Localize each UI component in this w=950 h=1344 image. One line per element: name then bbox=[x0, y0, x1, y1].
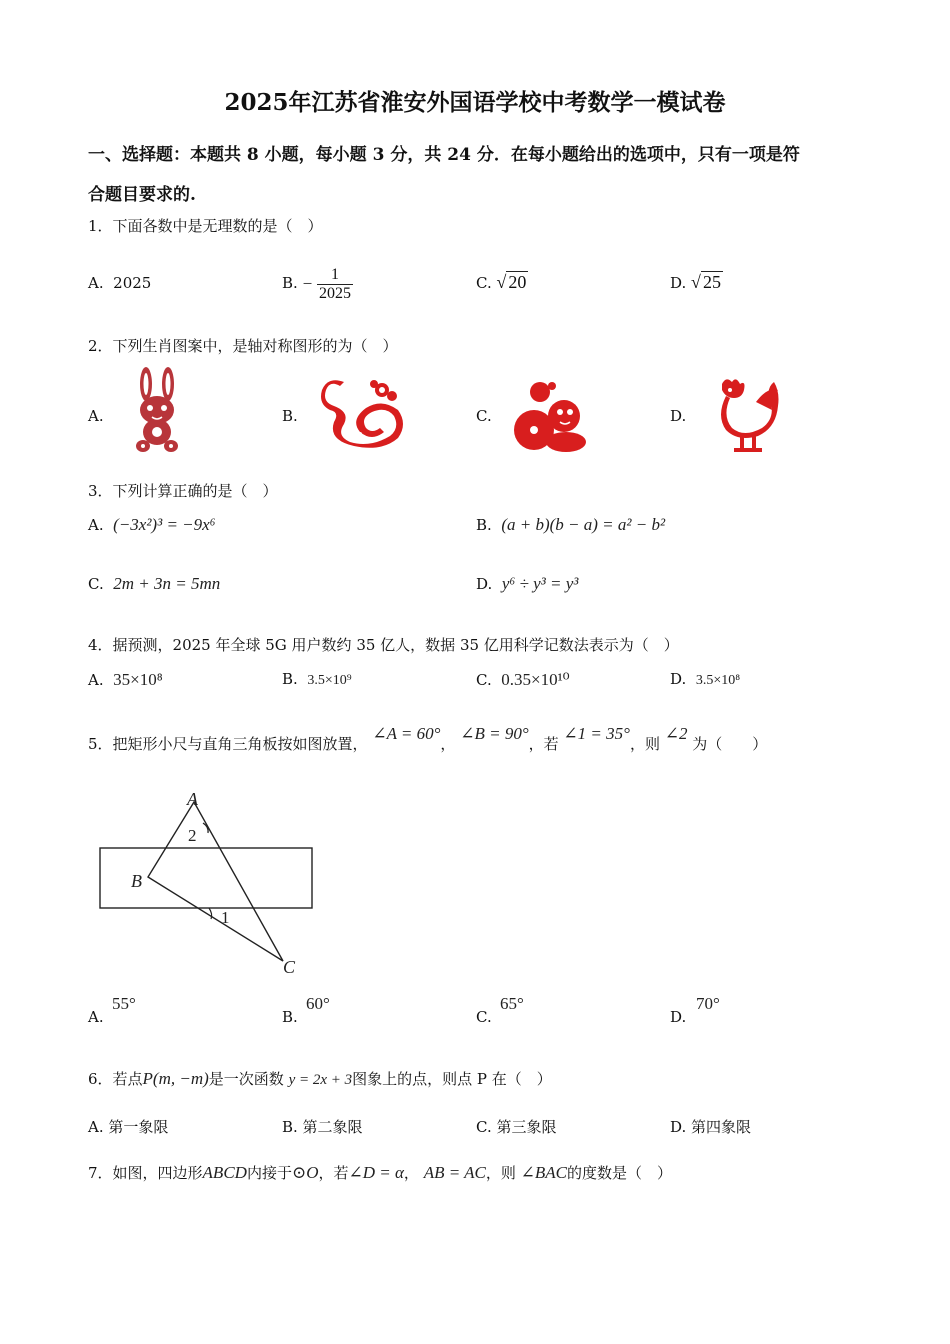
q6-option-c[interactable]: C. 第三象限 bbox=[476, 1118, 557, 1136]
fig-label-angle-1: 1 bbox=[221, 908, 230, 927]
q1-a-label: A. bbox=[88, 274, 104, 292]
q1-d-sqrt: √ 25 bbox=[691, 272, 721, 292]
q1-b-numerator: 1 bbox=[317, 266, 353, 285]
q3-option-b[interactable] bbox=[476, 515, 665, 535]
page-title: 2025年江苏省淮安外国语学校中考数学一模试卷 bbox=[224, 89, 726, 116]
q2-stem: 2．下列生肖图案中，是轴对称图形的为（ ） bbox=[88, 337, 398, 355]
q5-angle-b: ∠B = 90° bbox=[460, 724, 529, 743]
q4-stem: 4．据预测，2025 年全球 5G 用户数约 35 亿人，数据 35 亿用科学记数法表示为（ ） bbox=[88, 636, 679, 654]
q2-b-label: B. bbox=[282, 407, 298, 425]
q4-b-expression: 3.5×10⁹ bbox=[307, 673, 352, 688]
q3-option-a[interactable] bbox=[88, 515, 216, 535]
q3-option-c[interactable] bbox=[88, 574, 220, 594]
q3-a-expression: (−3x²)³ = −9x⁶ bbox=[113, 515, 216, 534]
q1-b-label: B. bbox=[282, 274, 298, 292]
fig-label-c: C bbox=[283, 957, 296, 977]
q4-b-label: B. bbox=[282, 670, 298, 688]
q3-c-expression: 2m + 3n = 5mn bbox=[113, 574, 221, 593]
triangle-abc bbox=[148, 802, 283, 961]
q1-b-fraction bbox=[317, 266, 353, 303]
q3-b-expression: (a + b)(b − a) = a² − b² bbox=[501, 515, 666, 534]
q3-d-expression: y⁶ ÷ y³ = y³ bbox=[501, 574, 579, 593]
q5-angle-2: ∠2 bbox=[664, 724, 688, 743]
q1-option-b[interactable] bbox=[282, 256, 353, 303]
q4-c-expression: 0.35×10¹⁰ bbox=[501, 670, 570, 689]
q3-b-label: B. bbox=[476, 516, 492, 534]
q2-d-label: D. bbox=[670, 407, 687, 425]
q5-option-d[interactable]: 70° bbox=[696, 994, 720, 1013]
q4-option-a[interactable] bbox=[88, 670, 163, 690]
fig-label-b: B bbox=[131, 871, 142, 891]
q7-condition-angle: ∠D = α bbox=[348, 1163, 404, 1182]
q3-stem: 3．下列计算正确的是（ ） bbox=[88, 482, 278, 500]
q5-triangle-ruler-figure bbox=[95, 785, 325, 980]
q6-stem: 6．若点P(m, −m)是一次函数 y = 2x + 3图象上的点，则点 P 在（ ） bbox=[88, 1069, 552, 1088]
q1-option-d[interactable] bbox=[670, 272, 723, 293]
q5-b-label: B. bbox=[282, 1008, 298, 1026]
q1-c-label: C. bbox=[476, 274, 492, 292]
q4-c-label: C. bbox=[476, 671, 492, 689]
q5-d-label: D. bbox=[670, 1008, 687, 1026]
rabbit-papercut-image[interactable] bbox=[128, 366, 186, 454]
q4-d-label: D. bbox=[670, 670, 687, 688]
fig-label-a: A bbox=[187, 789, 198, 809]
q4-a-label: A. bbox=[88, 671, 104, 689]
angle-1-arc bbox=[209, 908, 212, 919]
q1-b-denominator: 2025 bbox=[318, 284, 351, 302]
q1-a-value: 2025 bbox=[113, 274, 152, 292]
q1-b-minus: − bbox=[302, 274, 313, 293]
q2-c-label: C. bbox=[476, 407, 492, 425]
q5-option-a[interactable]: 55° bbox=[112, 994, 136, 1013]
q5-option-b[interactable]: 60° bbox=[306, 994, 330, 1013]
q7-stem: 7．如图，四边形ABCD内接于⊙O，若∠D = α， AB = AC，则 ∠BAC的度数是（ ） bbox=[88, 1163, 673, 1182]
q7-target-angle: ∠BAC bbox=[520, 1163, 568, 1182]
q5-c-label: C. bbox=[476, 1008, 492, 1026]
snake-papercut-image[interactable] bbox=[320, 376, 406, 448]
q6-function: y = 2x + 3 bbox=[288, 1072, 353, 1088]
q5-angle-a: ∠A = 60° bbox=[372, 724, 441, 743]
q4-a-expression: 35×10⁸ bbox=[113, 670, 163, 689]
q5-stem: 5．把矩形小尺与直角三角板按如图放置， ∠A = 60°， ∠B = 90°，若 ∠1 = 35°，则 ∠2 为（ ） bbox=[88, 724, 768, 753]
q3-d-label: D. bbox=[476, 575, 493, 593]
q1-option-c[interactable] bbox=[476, 272, 528, 293]
q4-option-d[interactable] bbox=[670, 670, 740, 689]
q4-option-c[interactable] bbox=[476, 670, 570, 690]
q7-circle: ⊙O bbox=[291, 1163, 319, 1182]
q5-option-c[interactable]: 65° bbox=[500, 994, 524, 1013]
q7-condition-sides: AB = AC bbox=[423, 1163, 486, 1182]
q7-quadrilateral: ABCD bbox=[202, 1163, 247, 1182]
rooster-papercut-image[interactable] bbox=[712, 376, 782, 456]
q3-option-d[interactable] bbox=[476, 574, 578, 594]
q6-point: P(m, −m) bbox=[142, 1069, 209, 1088]
q6-option-a[interactable]: A. 第一象限 bbox=[88, 1118, 169, 1136]
q6-option-b[interactable]: B. 第二象限 bbox=[282, 1118, 363, 1136]
q1-stem: 1．下面各数中是无理数的是（ ） bbox=[88, 217, 323, 235]
q5-angle-1: ∠1 = 35° bbox=[563, 724, 630, 743]
q2-a-label: A. bbox=[88, 407, 104, 425]
q4-option-b[interactable] bbox=[282, 670, 352, 689]
q1-d-label: D. bbox=[670, 274, 687, 292]
section-heading-line1: 一、选择题：本题共 8 小题，每小题 3 分，共 24 分．在每小题给出的选项中，只有一项是符 bbox=[88, 145, 800, 165]
q6-option-d[interactable]: D. 第四象限 bbox=[670, 1118, 752, 1136]
q5-a-label: A. bbox=[88, 1008, 104, 1026]
q1-option-a[interactable] bbox=[88, 274, 151, 292]
q1-c-sqrt: √ 20 bbox=[496, 272, 527, 292]
section-heading-line2: 合题目要求的. bbox=[88, 185, 196, 205]
q4-d-expression: 3.5×10⁸ bbox=[695, 673, 741, 688]
q3-c-label: C. bbox=[88, 575, 104, 593]
monkey-papercut-image[interactable] bbox=[512, 380, 588, 454]
fig-label-angle-2: 2 bbox=[188, 826, 197, 845]
q3-a-label: A. bbox=[88, 516, 104, 534]
